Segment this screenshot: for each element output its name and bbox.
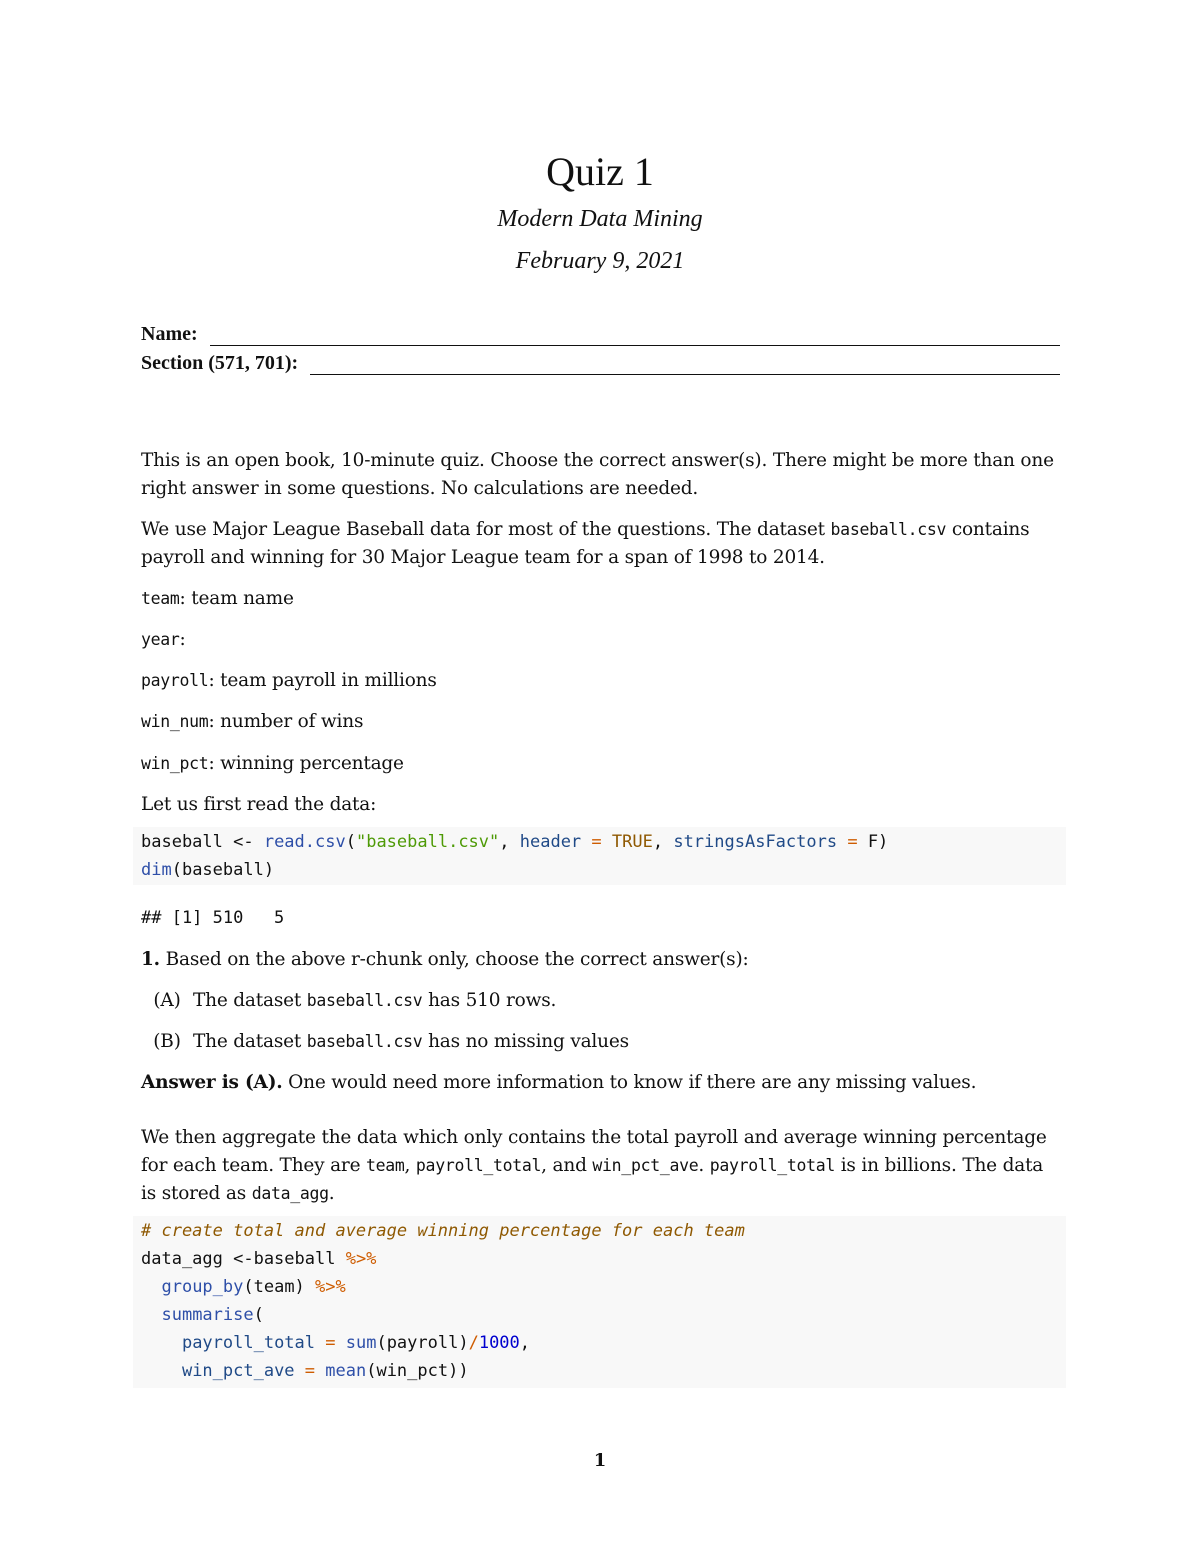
- section-line: [310, 356, 1060, 375]
- variable-year: year:: [141, 629, 186, 650]
- quiz-title: Quiz 1: [546, 149, 654, 194]
- instructions-paragraph: This is an open book, 10-minute quiz. Choose the correct answer(s). There might be more than one right answer in some questions. No calculations are needed.: [141, 450, 1054, 499]
- option-a: (A) The dataset baseball.csv has 510 rows.: [153, 990, 557, 1011]
- answer-1: Answer is (A). One would need more information to know if there are any missing values.: [141, 1072, 977, 1093]
- variable-team: team: team name: [141, 588, 294, 609]
- course-name: Modern Data Mining: [497, 206, 703, 232]
- dataset-filename: baseball.csv: [830, 520, 947, 539]
- section-label: Section (571, 701):: [141, 352, 299, 374]
- read-prompt: Let us first read the data:: [141, 794, 377, 815]
- section-field: [141, 351, 1060, 375]
- aggregate-paragraph: We then aggregate the data which only contains the total payroll and average winning percentage for each team. They are team, payroll_total, and win_pct_ave. payroll_total is in billions. The data is stored as data_agg.: [141, 1127, 1047, 1204]
- option-b: (B) The dataset baseball.csv has no missing values: [153, 1031, 629, 1052]
- variable-payroll: payroll: team payroll in millions: [141, 670, 437, 691]
- page-number: 1: [593, 1450, 607, 1471]
- code-block-read: baseball <- read.csv("baseball.csv", header = TRUE, stringsAsFactors = F) dim(baseball): [133, 827, 1066, 885]
- variable-win-num: win_num: number of wins: [141, 711, 364, 732]
- variable-win-pct: win_pct: winning percentage: [141, 753, 404, 774]
- code-block-aggregate: # create total and average winning percentage for each team data_agg <-baseball %>% group_by(team) %>% summarise( payroll_total = sum(payroll)/1000, win_pct_ave = mean(win_pct)): [133, 1216, 1066, 1388]
- question-number: 1.: [141, 949, 160, 970]
- quiz-date: February 9, 2021: [515, 248, 685, 274]
- name-label: Name:: [141, 323, 198, 345]
- answer-label: Answer is (A).: [141, 1072, 283, 1093]
- name-line: [210, 327, 1060, 346]
- code-output-dim: ## [1] 510 5: [141, 908, 285, 928]
- dataset-paragraph: We use Major League Baseball data for most of the questions. The dataset baseball.csv contains payroll and winning for 30 Major League team for a span of 1998 to 2014.: [141, 519, 1030, 568]
- name-field: [141, 322, 1060, 346]
- question-1: 1. Based on the above r-chunk only, choose the correct answer(s):: [141, 949, 749, 970]
